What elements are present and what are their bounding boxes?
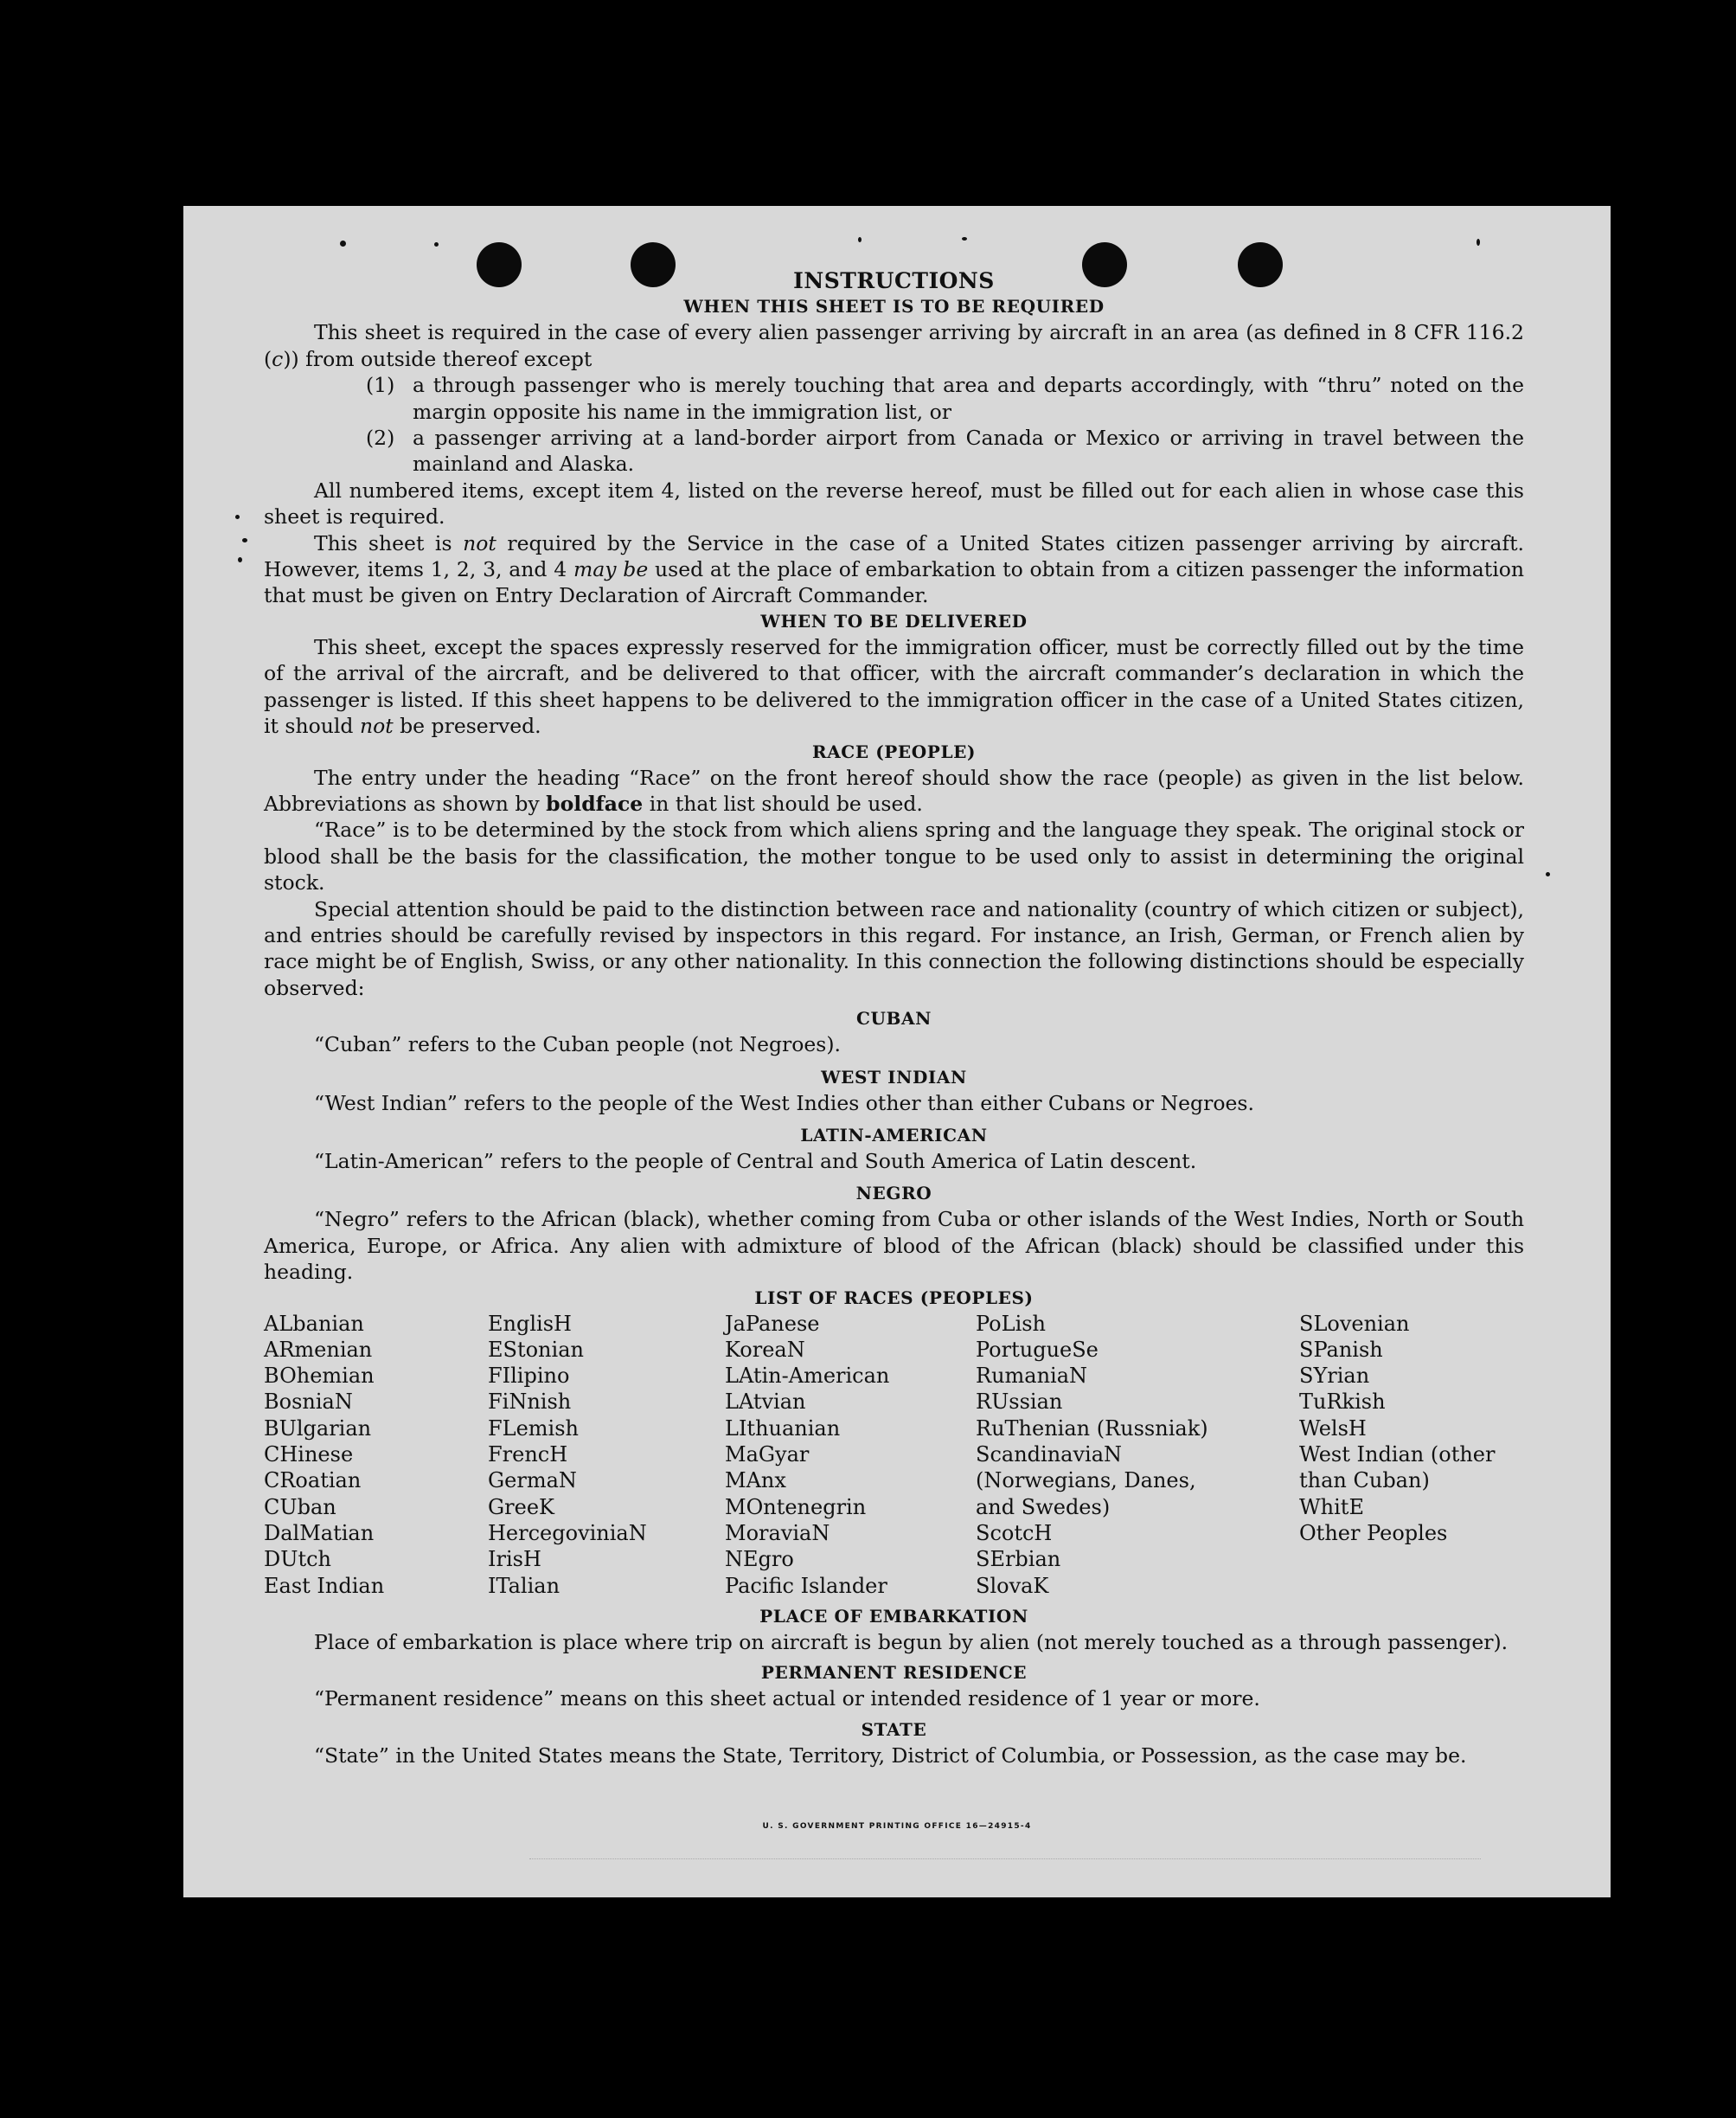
race-entry: CUban xyxy=(264,1494,336,1519)
race-entry: RumaniaN xyxy=(976,1364,1088,1389)
ink-speck xyxy=(242,538,247,542)
race-para-1: The entry under the heading “Race” on the front hereof should show the race (people) as given in the list below. Abbreviations as shown by boldface in that list should be used. xyxy=(264,765,1524,816)
race-entry: JaPanese xyxy=(725,1311,820,1336)
race-entry: Pacific Islander xyxy=(725,1573,887,1598)
section-heading-residence: PERMANENT RESIDENCE xyxy=(760,1662,1028,1684)
exception-item: (1) a through passenger who is merely touching that area and departs accordingly, with “thru” noted on the margin opposite his name in the immigration list, or xyxy=(366,373,1524,424)
races-column xyxy=(725,1311,976,1599)
section-heading-list-of-races: LIST OF RACES (PEOPLES) xyxy=(754,1287,1034,1308)
race-entry: GermaN xyxy=(488,1468,577,1493)
race-entry: ScandinaviaN (Norwegians, Danes, and Swedes) xyxy=(976,1442,1196,1519)
race-entry: CHinese xyxy=(264,1442,354,1467)
race-entry: BosniaN xyxy=(264,1390,353,1415)
race-entry: ITalian xyxy=(488,1573,561,1598)
race-entry: BUlgarian xyxy=(264,1415,372,1441)
race-entry: MoraviaN xyxy=(725,1520,830,1545)
race-entry: PoLish xyxy=(976,1311,1047,1336)
section-heading-west-indian: WEST INDIAN xyxy=(821,1066,967,1088)
ink-speck xyxy=(1546,872,1550,876)
race-para-3: Special attention should be paid to the distinction between race and nationality (country of which citizen or subject), and entries should be carefully revised by inspectors in this regard. For instance, an Irish, German, or French alien by race might be of English, Swiss, or any other nationality. In this connection the following distinctions should be especially observed: xyxy=(264,896,1524,1000)
race-entry: NEgro xyxy=(725,1547,794,1572)
race-entry: LIthuanian xyxy=(725,1415,841,1441)
race-entry: TuRkish xyxy=(1299,1390,1386,1415)
printing-office-footer: U. S. GOVERNMENT PRINTING OFFICE 16—24915-4 xyxy=(762,1822,1032,1831)
race-entry: ALbanian xyxy=(264,1311,364,1336)
residence-text: “Permanent residence” means on this sheet actual or intended residence of 1 year or more. xyxy=(314,1686,1260,1711)
race-entry: FiNnish xyxy=(488,1390,572,1415)
embarkation-text: Place of embarkation is place where trip on aircraft is begun by alien (not merely touched as a through passenger). xyxy=(314,1629,1509,1654)
required-para-2: All numbered items, except item 4, listed on the reverse hereof, must be filled out for each alien in whose case this sheet is required. xyxy=(264,478,1524,530)
race-entry: SlovaK xyxy=(976,1573,1049,1598)
races-column xyxy=(488,1311,725,1599)
races-column xyxy=(1299,1311,1524,1599)
race-entry: MAnx xyxy=(725,1468,786,1493)
race-entry: SLovenian xyxy=(1299,1311,1410,1336)
section-heading-state: STATE xyxy=(861,1718,927,1740)
race-entry: RUssian xyxy=(976,1390,1063,1415)
race-entry: FLemish xyxy=(488,1415,579,1441)
section-heading-negro: NEGRO xyxy=(855,1183,932,1204)
race-entry: ScotcH xyxy=(976,1520,1053,1545)
race-entry: CRoatian xyxy=(264,1468,362,1493)
race-entry: EStonian xyxy=(488,1337,584,1362)
race-entry: LAtin-American xyxy=(725,1364,890,1389)
west-indian-text: “West Indian” refers to the people of the West Indies other than either Cubans or Negroes. xyxy=(314,1090,1254,1115)
race-entry: LAtvian xyxy=(725,1390,806,1415)
race-entry: Other Peoples xyxy=(1299,1520,1448,1545)
race-entry: DalMatian xyxy=(264,1520,375,1545)
race-entry: DUtch xyxy=(264,1547,332,1572)
race-entry: SErbian xyxy=(976,1547,1061,1572)
race-entry: EnglisH xyxy=(488,1311,572,1336)
race-entry: FIlipino xyxy=(488,1364,570,1389)
race-entry: WelsH xyxy=(1299,1415,1367,1441)
section-heading-delivered: WHEN TO BE DELIVERED xyxy=(760,610,1028,632)
race-entry: ARmenian xyxy=(264,1337,373,1362)
ink-speck xyxy=(962,237,967,241)
ink-speck xyxy=(238,557,242,562)
ink-speck xyxy=(235,515,240,519)
section-heading-embarkation: PLACE OF EMBARKATION xyxy=(759,1605,1028,1627)
race-entry: RuThenian (Russniak) xyxy=(976,1415,1208,1441)
required-para-3: This sheet is not required by the Service in the case of a United States citizen passenger arriving by aircraft. However, items 1, 2, 3, and 4 may be used at the place of embarkation to obtain from a citizen passenger the information that must be given on Entry Declaration of Aircraft Commander. xyxy=(264,530,1524,608)
instructions-text xyxy=(264,268,1524,1768)
race-entry: SYrian xyxy=(1299,1364,1370,1389)
latin-american-text: “Latin-American” refers to the people of Central and South America of Latin descent. xyxy=(314,1148,1197,1173)
races-table xyxy=(264,1311,1524,1599)
ink-speck xyxy=(434,242,439,247)
document-page xyxy=(183,206,1611,1897)
race-entry: FrencH xyxy=(488,1442,568,1467)
ink-speck xyxy=(340,241,346,247)
section-heading-cuban: CUBAN xyxy=(855,1008,932,1030)
race-entry: SPanish xyxy=(1299,1337,1383,1362)
race-entry: West Indian (other than Cuban) xyxy=(1299,1442,1496,1493)
race-entry: IrisH xyxy=(488,1547,541,1572)
negro-text: “Negro” refers to the African (black), whether coming from Cuba or other islands of the West Indies, North or South America, Europe, or Africa. Any alien with admixture of blood of the African (black) should be classified under this heading. xyxy=(264,1207,1524,1285)
race-entry: MOntenegrin xyxy=(725,1494,867,1519)
ink-speck xyxy=(858,237,862,242)
state-text: “State” in the United States means the State, Territory, District of Columbia, or Possession, as the case may be. xyxy=(314,1743,1467,1768)
document-title: INSTRUCTIONS xyxy=(793,268,995,293)
section-heading-required: WHEN THIS SHEET IS TO BE REQUIRED xyxy=(683,296,1105,318)
race-entry: East Indian xyxy=(264,1573,385,1598)
race-para-2: “Race” is to be determined by the stock from which aliens spring and the language they speak. The original stock or blood shall be the basis for the classification, the mother tongue to be used only to assist in determining the original stock. xyxy=(264,818,1524,895)
races-column xyxy=(264,1311,488,1599)
race-entry: HercegoviniaN xyxy=(488,1520,647,1545)
races-column xyxy=(976,1311,1299,1599)
race-entry: MaGyar xyxy=(725,1442,810,1467)
race-entry: PortugueSe xyxy=(976,1337,1099,1362)
exception-item: (2) a passenger arriving at a land-border airport from Canada or Mexico or arriving in travel between the mainland and Alaska. xyxy=(366,426,1524,477)
required-intro: This sheet is required in the case of every alien passenger arriving by aircraft in an area (as defined in 8 CFR 116.2 (c)) from outside thereof except xyxy=(264,320,1524,371)
delivered-para: This sheet, except the spaces expressly reserved for the immigration officer, must be correctly filled out by the time of the arrival of the aircraft, and be delivered to that officer, with the aircraft commander’s declaration in which the passenger is listed. If this sheet happens to be delivered to the immigration officer in the case of a United States citizen, it should not be preserved. xyxy=(264,634,1524,739)
section-heading-latin-american: LATIN-AMERICAN xyxy=(800,1124,988,1146)
cuban-text: “Cuban” refers to the Cuban people (not Negroes). xyxy=(314,1032,842,1057)
bleed-through-line xyxy=(529,1858,1481,1861)
section-heading-race: RACE (PEOPLE) xyxy=(811,741,977,762)
race-entry: GreeK xyxy=(488,1494,554,1519)
race-entry: WhitE xyxy=(1299,1494,1364,1519)
ink-speck xyxy=(1477,239,1480,246)
race-entry: KoreaN xyxy=(725,1337,805,1362)
race-entry: BOhemian xyxy=(264,1364,375,1389)
